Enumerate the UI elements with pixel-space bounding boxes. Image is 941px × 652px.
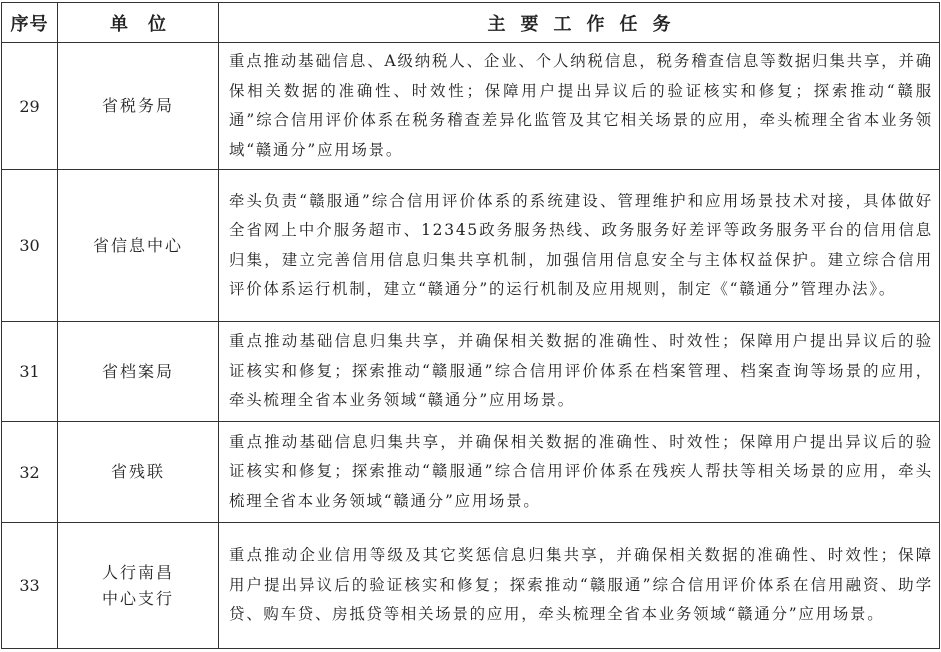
row-unit-line: 省信息中心: [92, 235, 183, 255]
table-row: [2, 43, 940, 170]
row-task: 重点推动基础信息归集共享，并确保相关数据的准确性、时效性；保障用户提出异议后的验证核实和修复；探索推动“赣服通”综合信用评价体系在残疾人帮扶等相关场景的应用，牵头梳理全省本业务领域“赣通分”应用场景。: [219, 422, 940, 523]
row-task: 牵头负责“赣服通”综合信用评价体系的系统建设、管理维护和应用场景技术对接，具体做好全省网上中介服务超市、12345政务服务热线、政务服务好差评等政务服务平台的信用信息归集，建立完善信用信息归集共享机制，加强信用信息安全与主体权益保护。建立综合信用评价体系运行机制，建立“赣通分”的运行机制及应用规则，制定《“赣通分”管理办法》。: [219, 170, 940, 322]
row-unit: [58, 43, 219, 170]
row-unit-line: 省残联: [110, 462, 165, 481]
table-row: [2, 422, 940, 523]
table-row: [2, 523, 940, 649]
header-unit: 单位: [58, 3, 219, 43]
table-header-row: [2, 3, 940, 43]
row-task: 重点推动基础信息归集共享，并确保相关数据的准确性、时效性；保障用户提出异议后的验证核实和修复；探索推动“赣服通”综合信用评价体系在档案管理、档案查询等场景的应用，牵头梳理全省本业务领域“赣通分”应用场景。: [219, 322, 940, 422]
header-num: 序号: [2, 3, 58, 43]
header-task: 主要工作任务: [219, 3, 940, 43]
row-unit-line: 人行南昌: [101, 562, 174, 582]
row-num: 31: [2, 322, 58, 422]
row-task: 重点推动基础信息、A级纳税人、企业、个人纳税信息，税务稽查信息等数据归集共享，并确保相关数据的准确性、时效性；保障用户提出异议后的验证核实和修复；探索推动“赣服通”综合信用评价体系在税务稽查差异化监管及其它相关场景的应用，牵头梳理全省本业务领域“赣通分”应用场景。: [219, 43, 940, 170]
table-row: [2, 322, 940, 422]
row-task: 重点推动企业信用等级及其它奖惩信息归集共享，并确保相关数据的准确性、时效性；保障用户提出异议后的验证核实和修复；探索推动“赣服通”综合信用评价体系在信用融资、助学贷、购车贷、房抵贷等相关场景的应用，牵头梳理全省本业务领域“赣通分”应用场景。: [219, 523, 940, 649]
row-num: 30: [2, 170, 58, 322]
task-table: [1, 2, 940, 649]
row-num: 33: [2, 523, 58, 649]
row-num: 32: [2, 422, 58, 523]
table-row: [2, 170, 940, 322]
row-unit: [58, 422, 219, 523]
row-unit: [58, 523, 219, 649]
row-unit-line: 省档案局: [101, 361, 174, 381]
row-unit: [58, 170, 219, 322]
row-unit-line: 中心支行: [101, 588, 174, 608]
row-unit: [58, 322, 219, 422]
row-num: 29: [2, 43, 58, 170]
row-unit-line: 省税务局: [101, 96, 174, 115]
